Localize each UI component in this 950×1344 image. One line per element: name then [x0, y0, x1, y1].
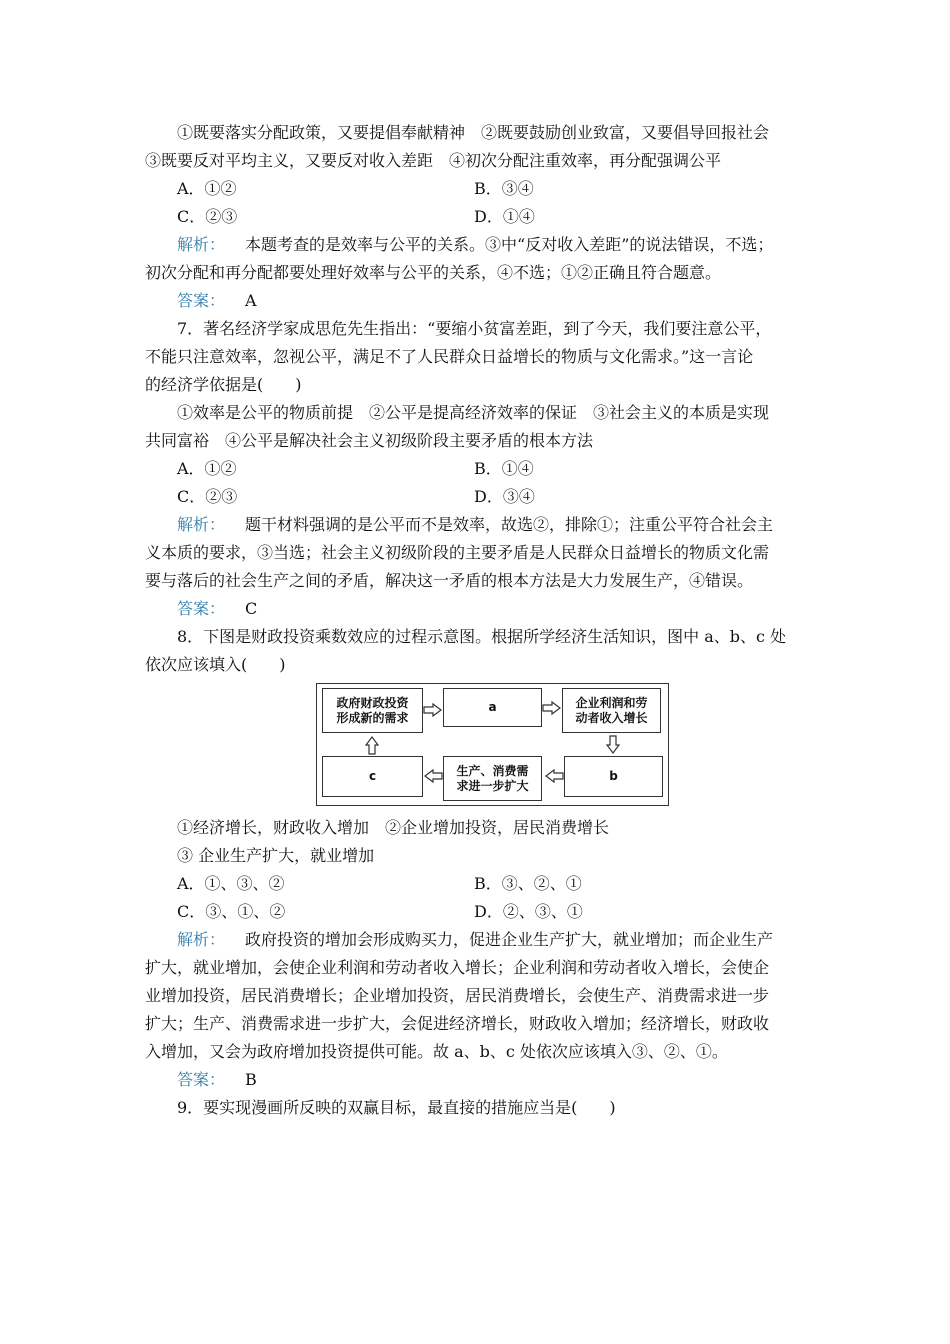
diagram-box-a: a: [443, 688, 542, 727]
q7-stem-line-3: 的经济学依据是( ): [145, 375, 302, 394]
q8-analysis-text-1: 政府投资的增加会形成购买力，促进企业生产扩大，就业增加；而企业生产: [245, 930, 774, 949]
diagram-box-b: b: [564, 756, 663, 797]
q8-choice-a: A．①、③、②: [177, 874, 285, 893]
q8-analysis-line-4: 扩大；生产、消费需求进一步扩大，会促进经济增长，财政收入增加；经济增长，财政收: [145, 1014, 770, 1033]
arrow-right-icon: [423, 703, 443, 717]
q7-option-line-1: ①效率是公平的物质前提 ②公平是提高经济效率的保证 ③社会主义的本质是实现: [177, 403, 770, 422]
multiplier-flow-diagram: [316, 683, 669, 806]
analysis-label: 解析：: [177, 515, 226, 534]
q7-choice-d: D．③④: [474, 487, 535, 506]
answer-label: 答案：: [177, 599, 226, 618]
q7-option-line-2: 共同富裕 ④公平是解决社会主义初级阶段主要矛盾的根本方法: [145, 431, 594, 450]
q8-analysis-line-3: 业增加投资，居民消费增长；企业增加投资，居民消费增长，会使生产、消费需求进一步: [145, 986, 770, 1005]
q8-answer: B: [245, 1070, 257, 1089]
q7-analysis-line-2: 义本质的要求，③当选；社会主义初级阶段的主要矛盾是人民群众日益增长的物质文化需: [145, 543, 770, 562]
q8-choice-d: D．②、③、①: [474, 902, 583, 921]
arrow-right-icon: [542, 701, 562, 715]
q8-choice-c: C．③、①、②: [177, 902, 286, 921]
q7-answer: C: [245, 599, 258, 618]
q6-answer: A: [245, 291, 257, 310]
q6-choice-a: A．①②: [177, 179, 237, 198]
answer-label: 答案：: [177, 291, 226, 310]
arrow-down-icon: [606, 735, 620, 755]
q8-analysis-line-5: 入增加，又会为政府增加投资提供可能。故 a、b、c 处依次应该填入③、②、①。: [145, 1042, 728, 1061]
answer-label: 答案：: [177, 1070, 226, 1089]
q8-analysis-line-1: [177, 929, 773, 953]
q6-answer-line: [177, 290, 257, 314]
q8-option-line-2: ③ 企业生产扩大，就业增加: [177, 846, 375, 865]
analysis-label: 解析：: [177, 930, 226, 949]
q8-option-line-1: ①经济增长，财政收入增加 ②企业增加投资，居民消费增长: [177, 818, 610, 837]
q6-choice-c: C．②③: [177, 207, 238, 226]
q7-stem-line-1: 7．著名经济学家成思危先生指出：“要缩小贫富差距，到了今天，我们要注意公平，: [177, 319, 772, 338]
arrow-left-icon: [423, 769, 443, 783]
q7-analysis-text-1: 题干材料强调的是公平而不是效率，故选②，排除①；注重公平符合社会主: [245, 515, 774, 534]
arrow-left-icon: [544, 769, 564, 783]
q8-answer-line: [177, 1069, 257, 1093]
q8-choice-b: B．③、②、①: [474, 874, 582, 893]
q7-answer-line: [177, 598, 257, 622]
q7-choice-b: B．①④: [474, 459, 534, 478]
q8-stem-line-1: 8．下图是财政投资乘数效应的过程示意图。根据所学经济生活知识，图中 a、b、c 处: [177, 627, 787, 646]
q6-analysis-line-1: [177, 234, 773, 258]
q6-choice-b: B．③④: [474, 179, 534, 198]
diagram-box-c: c: [322, 756, 423, 797]
q6-option-line-2: ③既要反对平均主义，又要反对收入差距 ④初次分配注重效率，再分配强调公平: [145, 151, 722, 170]
q8-stem-line-2: 依次应该填入( ): [145, 655, 286, 674]
q6-choice-d: D．①④: [474, 207, 535, 226]
q7-choice-a: A．①②: [177, 459, 237, 478]
q7-stem-line-2: 不能只注意效率，忽视公平，满足不了人民群众日益增长的物质与文化需求。”这一言论: [145, 347, 754, 366]
diagram-box-government-investment: 政府财政投资 形成新的需求: [322, 688, 423, 733]
arrow-up-icon: [365, 735, 379, 755]
q8-analysis-line-2: 扩大，就业增加，会使企业利润和劳动者收入增长；企业利润和劳动者收入增长，会使企: [145, 958, 770, 977]
analysis-label: 解析：: [177, 235, 226, 254]
q7-analysis-line-1: [177, 514, 773, 538]
diagram-box-profit-income: 企业利润和劳 动者收入增长: [562, 688, 661, 733]
diagram-box-production-demand: 生产、消费需 求进一步扩大: [443, 756, 542, 801]
q6-analysis-text-1: 本题考查的是效率与公平的关系。③中“反对收入差距”的说法错误，不选；: [245, 235, 774, 254]
q9-stem-line-1: 9．要实现漫画所反映的双赢目标，最直接的措施应当是( ): [177, 1098, 616, 1117]
q7-choice-c: C．②③: [177, 487, 238, 506]
q6-analysis-line-2: 初次分配和再分配都要处理好效率与公平的关系，④不选；①②正确且符合题意。: [145, 263, 722, 282]
q6-option-line-1: ①既要落实分配政策，又要提倡奉献精神 ②既要鼓励创业致富，又要倡导回报社会: [177, 123, 770, 142]
q7-analysis-line-3: 要与落后的社会生产之间的矛盾，解决这一矛盾的根本方法是大力发展生产，④错误。: [145, 571, 754, 590]
